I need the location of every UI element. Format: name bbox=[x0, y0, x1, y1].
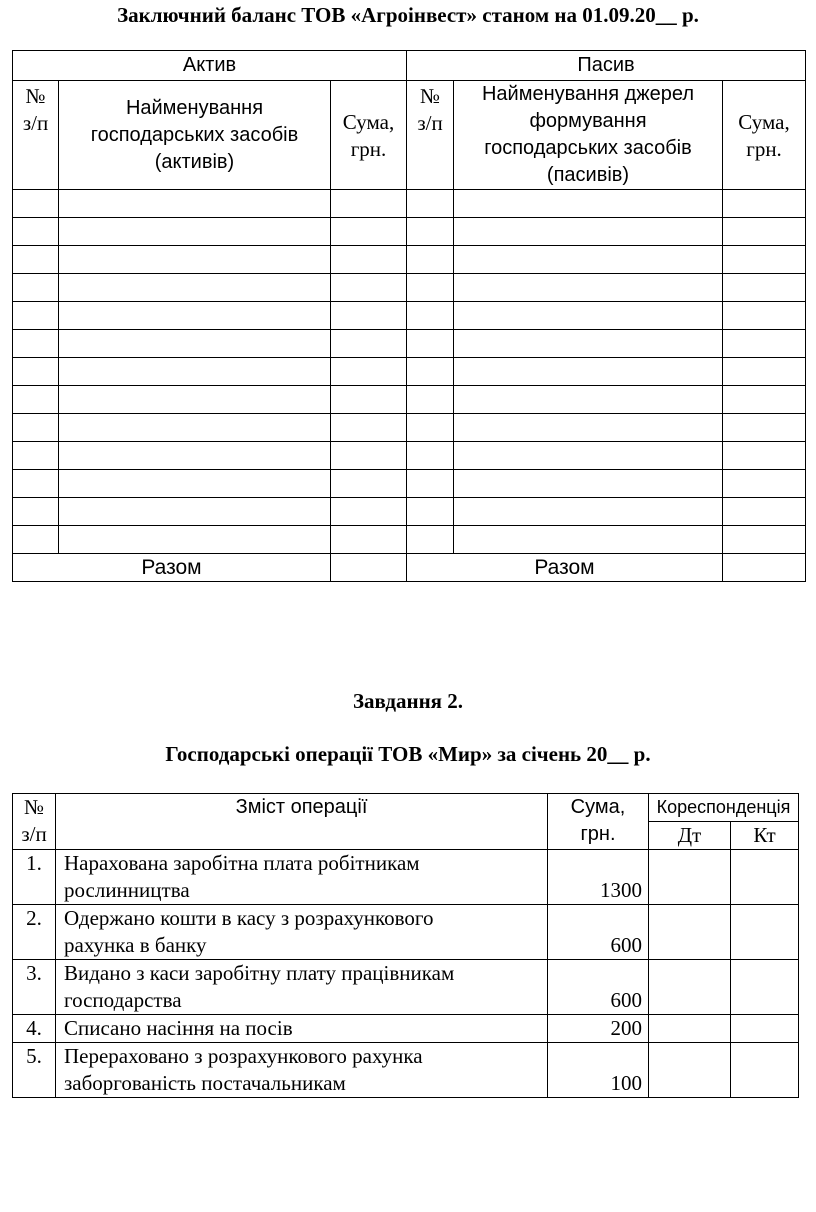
balance-cell bbox=[59, 414, 331, 442]
operation-number: 4. bbox=[13, 1015, 56, 1043]
balance-cell bbox=[407, 526, 454, 554]
balance-cell bbox=[13, 302, 59, 330]
operation-description bbox=[56, 1043, 548, 1098]
operation-description bbox=[56, 1015, 548, 1043]
balance-cell bbox=[407, 302, 454, 330]
balance-cell bbox=[407, 386, 454, 414]
balance-row bbox=[13, 190, 806, 218]
balance-row bbox=[13, 386, 806, 414]
balance-cell bbox=[723, 442, 806, 470]
operation-kt bbox=[731, 960, 799, 1015]
balance-cell bbox=[723, 414, 806, 442]
balance-cell bbox=[331, 274, 407, 302]
balance-cell bbox=[454, 470, 723, 498]
operation-description-line2: заборгованість постачальникам bbox=[64, 1071, 346, 1095]
operation-kt bbox=[731, 850, 799, 905]
balance-cell bbox=[331, 470, 407, 498]
balance-cell bbox=[407, 470, 454, 498]
operation-description bbox=[56, 960, 548, 1015]
operation-sum: 1300 bbox=[548, 850, 649, 905]
balance-cell bbox=[13, 246, 59, 274]
liab-total-label: Разом bbox=[407, 554, 723, 582]
operation-sum: 600 bbox=[548, 905, 649, 960]
ops-correspondence-header: Кореспонденція bbox=[649, 794, 799, 822]
balance-cell bbox=[723, 246, 806, 274]
balance-cell bbox=[13, 330, 59, 358]
balance-cell bbox=[59, 190, 331, 218]
liab-sum-header: Сума, bbox=[738, 110, 790, 134]
balance-cell bbox=[59, 246, 331, 274]
assets-name-header: Найменування господарських засобів (активів) bbox=[90, 96, 299, 173]
ops-kt-header: Кт bbox=[731, 822, 799, 850]
balance-cell bbox=[407, 246, 454, 274]
balance-row bbox=[13, 330, 806, 358]
ops-no-header: № bbox=[23, 795, 45, 819]
operation-description-line2: рахунка в банку bbox=[64, 933, 207, 957]
balance-cell bbox=[454, 498, 723, 526]
balance-cell bbox=[723, 526, 806, 554]
operation-description bbox=[56, 905, 548, 960]
balance-row bbox=[13, 358, 806, 386]
task-subtitle: Господарські операції ТОВ «Мир» за січень 20__ р. bbox=[165, 742, 651, 766]
operation-row bbox=[13, 1043, 799, 1098]
operation-number: 2. bbox=[13, 905, 56, 960]
balance-cell bbox=[59, 526, 331, 554]
operation-number: 1. bbox=[13, 850, 56, 905]
operation-number: 3. bbox=[13, 960, 56, 1015]
operation-sum: 200 bbox=[548, 1015, 649, 1043]
assets-total-label: Разом bbox=[13, 554, 331, 582]
operation-description-line1: Видано з каси заробітну плату працівникам bbox=[64, 961, 455, 985]
balance-cell bbox=[13, 358, 59, 386]
balance-cell bbox=[407, 274, 454, 302]
balance-row bbox=[13, 246, 806, 274]
balance-cell bbox=[723, 218, 806, 246]
balance-cell bbox=[407, 498, 454, 526]
balance-row bbox=[13, 218, 806, 246]
operation-row bbox=[13, 1015, 799, 1043]
balance-cell bbox=[454, 386, 723, 414]
balance-cell bbox=[59, 358, 331, 386]
balance-cell bbox=[407, 330, 454, 358]
balance-row bbox=[13, 442, 806, 470]
balance-cell bbox=[331, 330, 407, 358]
balance-cell bbox=[454, 526, 723, 554]
operation-description-line1: Перераховано з розрахункового рахунка bbox=[64, 1044, 423, 1068]
balance-cell bbox=[331, 246, 407, 274]
balance-row bbox=[13, 414, 806, 442]
balance-cell bbox=[59, 330, 331, 358]
balance-cell bbox=[13, 414, 59, 442]
operation-number: 5. bbox=[13, 1043, 56, 1098]
operation-description-line1: Списано насіння на посів bbox=[64, 1016, 293, 1040]
balance-cell bbox=[59, 386, 331, 414]
assets-no-header-line2: з/п bbox=[22, 111, 49, 135]
assets-sum-header-line2: грн. bbox=[350, 137, 387, 161]
operation-kt bbox=[731, 1043, 799, 1098]
balance-cell bbox=[331, 526, 407, 554]
balance-cell bbox=[13, 274, 59, 302]
balance-cell bbox=[331, 386, 407, 414]
balance-cell bbox=[331, 498, 407, 526]
balance-cell bbox=[454, 190, 723, 218]
balance-cell bbox=[454, 246, 723, 274]
balance-title: Заключний баланс ТОВ «Агроінвест» станом на 01.09.20__ р. bbox=[117, 3, 699, 27]
balance-cell bbox=[407, 414, 454, 442]
assets-sum-header: Сума, bbox=[342, 110, 395, 134]
task-heading: Завдання 2. bbox=[352, 689, 464, 713]
operation-row bbox=[13, 905, 799, 960]
liab-name-header: Найменування джерел формування господарських засобів (пасивів) bbox=[481, 83, 695, 186]
balance-cell bbox=[454, 274, 723, 302]
balance-row bbox=[13, 470, 806, 498]
balance-cell bbox=[723, 190, 806, 218]
ops-content-header: Зміст операції bbox=[56, 794, 548, 850]
balance-cell bbox=[407, 218, 454, 246]
ops-no-header-line2: з/п bbox=[21, 822, 47, 846]
assets-total-cell bbox=[331, 554, 407, 582]
balance-cell bbox=[454, 302, 723, 330]
operation-dt bbox=[649, 905, 731, 960]
balance-cell bbox=[13, 498, 59, 526]
liab-no-header-line2: з/п bbox=[417, 111, 443, 135]
balance-table bbox=[12, 50, 806, 582]
operation-dt bbox=[649, 850, 731, 905]
balance-cell bbox=[723, 498, 806, 526]
balance-cell bbox=[13, 470, 59, 498]
balance-cell bbox=[331, 302, 407, 330]
balance-cell bbox=[59, 470, 331, 498]
balance-cell bbox=[59, 442, 331, 470]
balance-row bbox=[13, 498, 806, 526]
balance-cell bbox=[331, 190, 407, 218]
balance-cell bbox=[454, 442, 723, 470]
operation-kt bbox=[731, 905, 799, 960]
balance-cell bbox=[454, 414, 723, 442]
operations-table bbox=[12, 793, 799, 1098]
balance-cell bbox=[407, 358, 454, 386]
assets-no-header: № bbox=[25, 84, 46, 108]
balance-cell bbox=[723, 470, 806, 498]
balance-cell bbox=[13, 218, 59, 246]
operation-row bbox=[13, 960, 799, 1015]
balance-cell bbox=[59, 498, 331, 526]
balance-cell bbox=[13, 442, 59, 470]
balance-cell bbox=[723, 302, 806, 330]
balance-cell bbox=[454, 330, 723, 358]
balance-row bbox=[13, 302, 806, 330]
balance-cell bbox=[13, 386, 59, 414]
balance-cell bbox=[454, 218, 723, 246]
operation-description-line1: Одержано кошти в касу з розрахункового bbox=[64, 906, 434, 930]
balance-cell bbox=[331, 414, 407, 442]
operation-description-line2: рослинництва bbox=[64, 878, 190, 902]
liabilities-header: Пасив bbox=[407, 51, 806, 81]
balance-cell bbox=[407, 442, 454, 470]
balance-cell bbox=[13, 526, 59, 554]
operation-row bbox=[13, 850, 799, 905]
assets-header: Актив bbox=[13, 51, 407, 81]
liab-total-cell bbox=[723, 554, 806, 582]
liab-sum-header-line2: грн. bbox=[746, 137, 782, 161]
balance-cell bbox=[331, 442, 407, 470]
balance-row bbox=[13, 274, 806, 302]
balance-cell bbox=[13, 190, 59, 218]
operation-dt bbox=[649, 960, 731, 1015]
balance-row bbox=[13, 526, 806, 554]
balance-cell bbox=[331, 358, 407, 386]
operation-sum: 100 bbox=[548, 1043, 649, 1098]
balance-cell bbox=[723, 274, 806, 302]
balance-cell bbox=[331, 218, 407, 246]
balance-cell bbox=[723, 358, 806, 386]
operation-description-line2: господарства bbox=[64, 988, 182, 1012]
balance-cell bbox=[59, 302, 331, 330]
ops-dt-header: Дт bbox=[649, 822, 731, 850]
balance-cell bbox=[454, 358, 723, 386]
operation-kt bbox=[731, 1015, 799, 1043]
balance-cell bbox=[723, 386, 806, 414]
operation-dt bbox=[649, 1015, 731, 1043]
balance-cell bbox=[59, 274, 331, 302]
balance-cell bbox=[407, 190, 454, 218]
operation-dt bbox=[649, 1043, 731, 1098]
ops-sum-header-line2: грн. bbox=[580, 823, 616, 845]
balance-cell bbox=[59, 218, 331, 246]
balance-cell bbox=[723, 330, 806, 358]
ops-sum-header: Сума, bbox=[570, 796, 626, 818]
operation-description-line1: Нарахована заробітна плата робітникам bbox=[64, 851, 420, 875]
liab-no-header: № bbox=[419, 84, 441, 108]
operation-description bbox=[56, 850, 548, 905]
operation-sum: 600 bbox=[548, 960, 649, 1015]
